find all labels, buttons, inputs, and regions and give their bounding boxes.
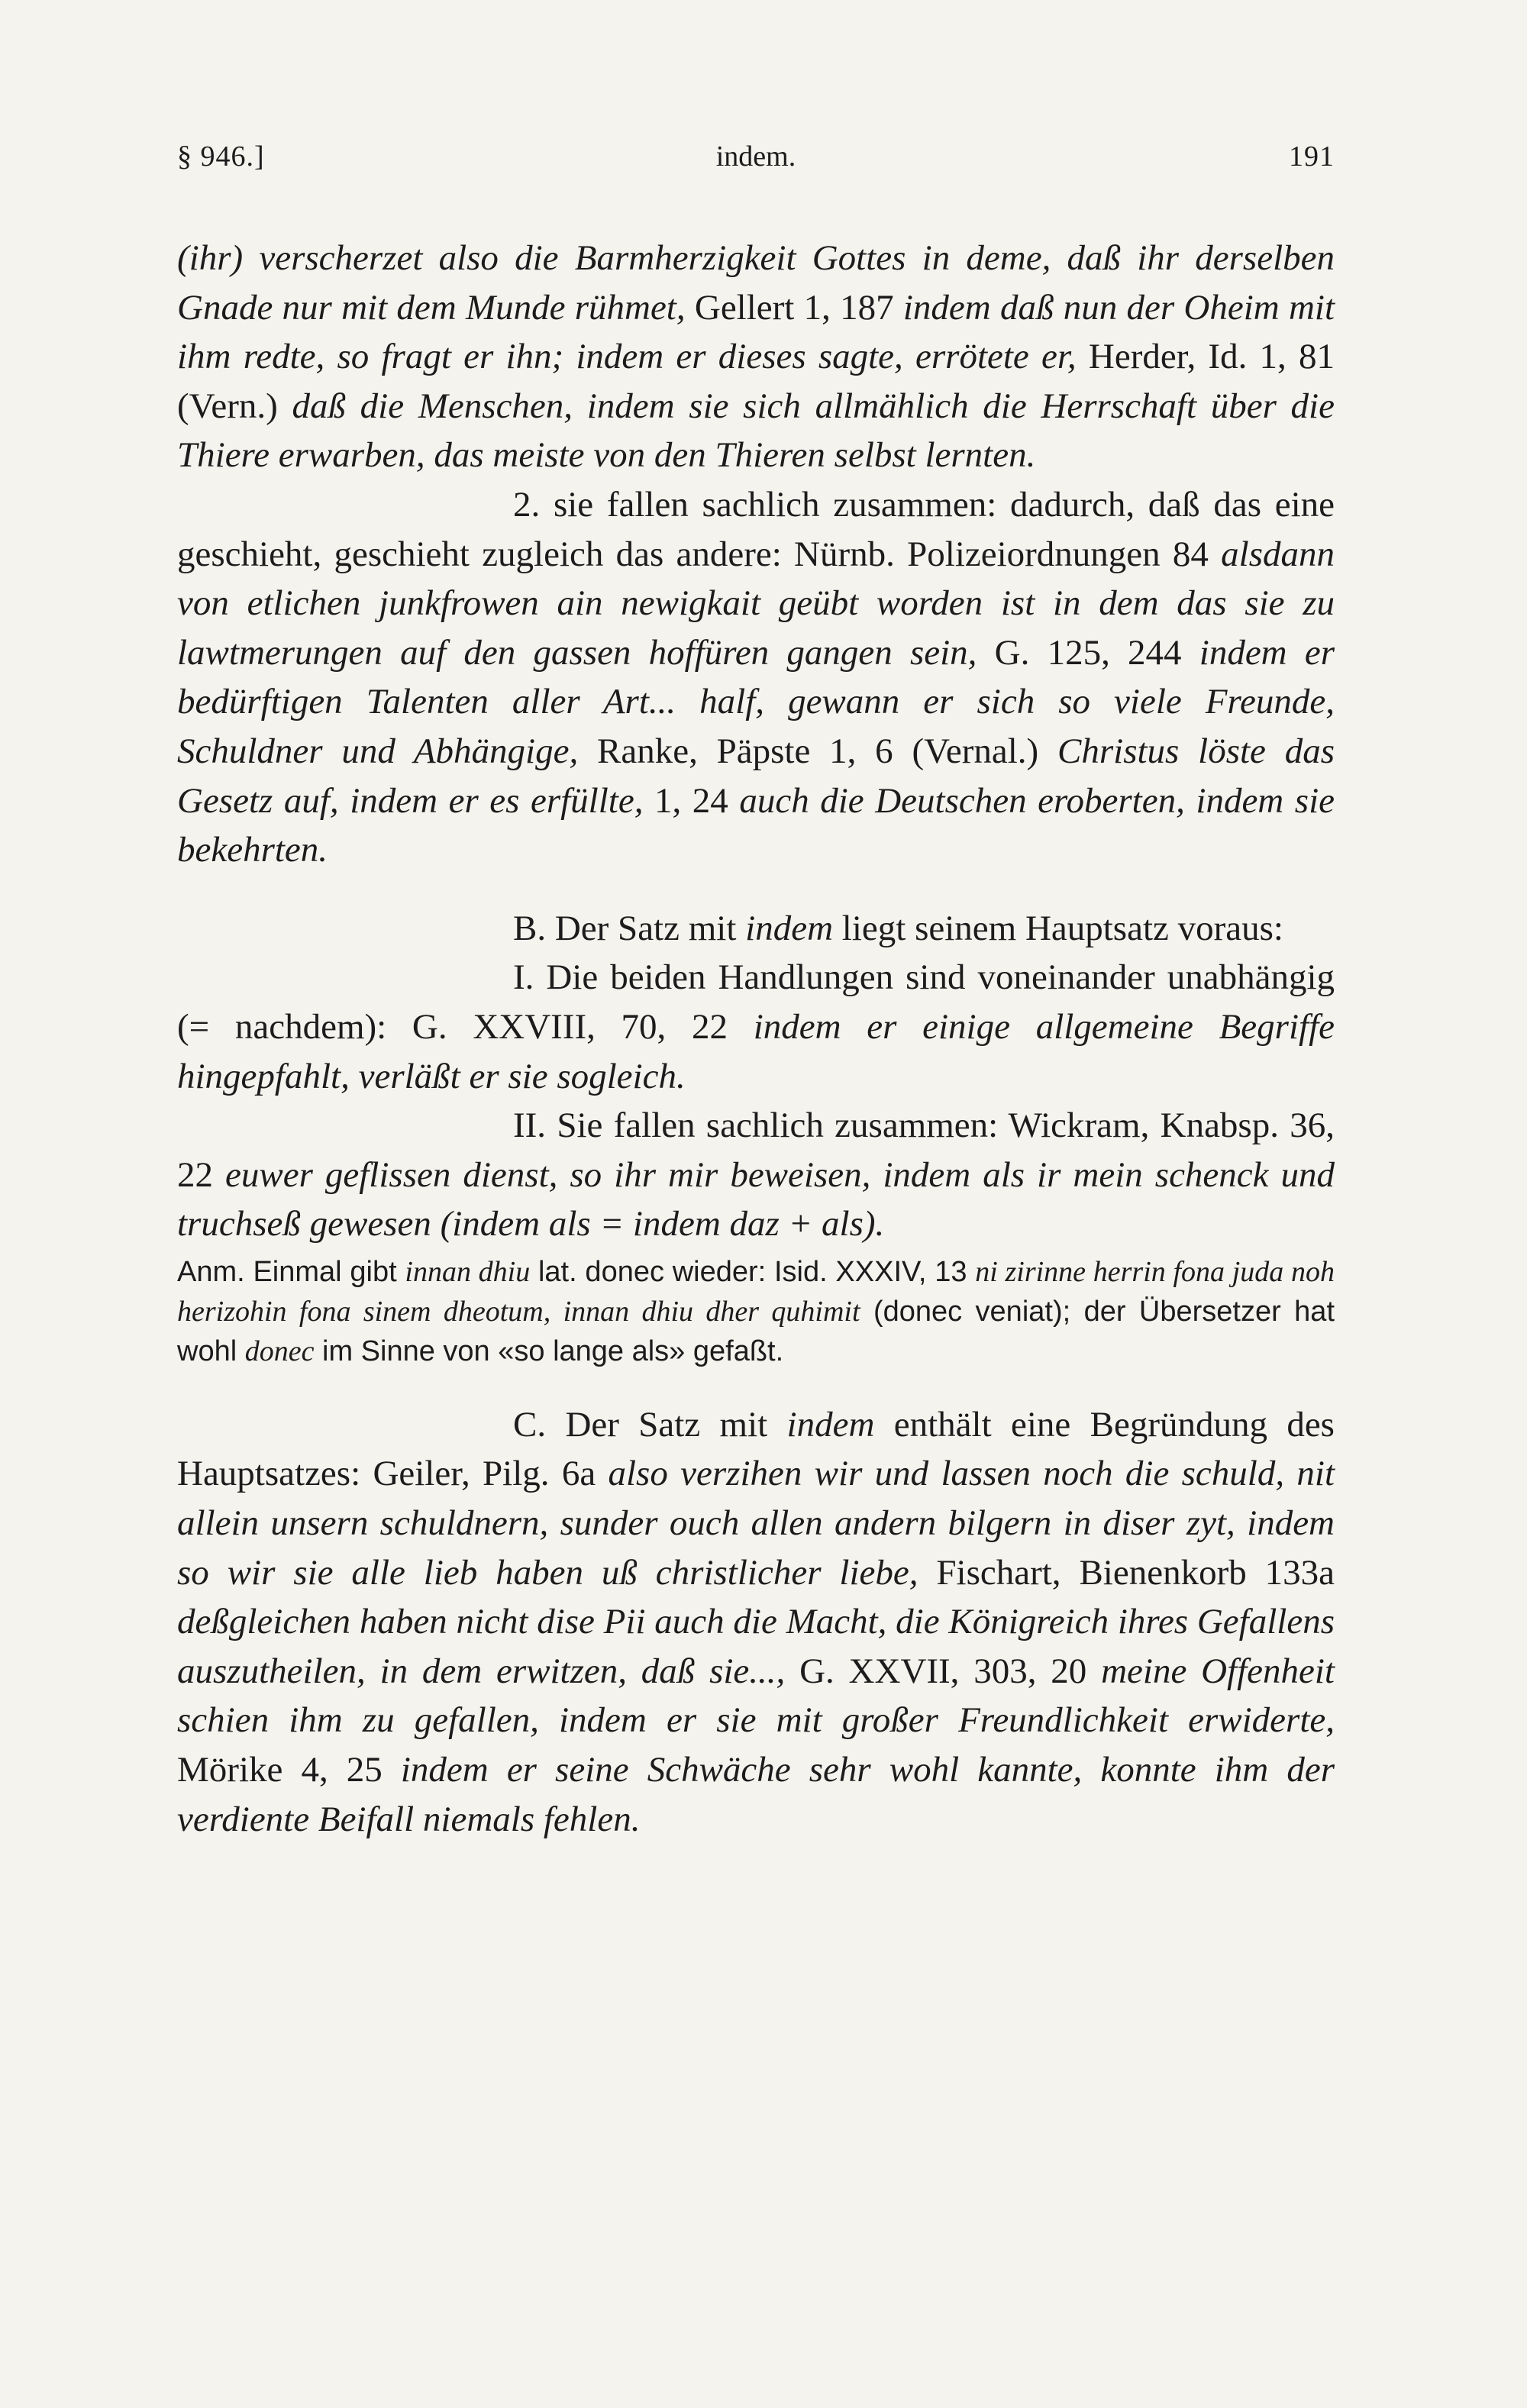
italic-text-segment: euwer geflissen dienst, so ihr mir beweisen, indem als ir mein schenck und truchseß gewesen (indem als = indem daz + als). [177,1154,1335,1244]
roman-text-segment: II. Sie fallen sachlich zusammen: Wickram, Knabsp. 36, 22 [177,1106,1335,1195]
running-header [177,140,1335,186]
italic-text-segment: indem daß nun der Oheim mit ihm redte, so fragt er ihn; indem er dieses sagte, errötete er, [177,287,1335,377]
italic-text-segment: Christus löste das Gesetz auf, indem er es erfüllte, [177,731,1335,821]
paragraph-section-c [177,1400,1335,1844]
roman-text-segment: C. Der Satz mit [513,1404,787,1444]
italic-text-segment: alsdann von etlichen junkfrowen ain newigkait geübt worden ist in dem das sie zu lawtmerungen auf den gassen hoffüren gangen sein, [177,534,1335,673]
italic-text-segment: indem [745,908,834,948]
italic-text-segment: indem er seine Schwäche sehr wohl kannte, konnte ihm der verdiente Beifall niemals fehlen. [177,1750,1335,1839]
italic-text-segment: indem er einige allgemeine Begriffe hingepfahlt, verläßt er sie sogleich. [177,1006,1335,1096]
roman-text-segment: (donec veniat); der Übersetzer hat wohl [177,1295,1335,1367]
roman-text-segment: liegt seinem Hauptsatz voraus: [833,908,1283,948]
roman-text-segment: Ranke, Päpste 1, 6 (Vernal.) [578,731,1057,771]
italic-text-segment: innan dhiu [405,1255,531,1288]
italic-text-segment: meine Offenheit schien ihm zu gefallen, indem er sie mit großer Freundlichkeit erwiderte, [177,1651,1335,1741]
paragraph-point-2 [177,480,1335,875]
roman-text-segment: lat. donec wieder: Isid. XXXIV, 13 [530,1255,976,1288]
italic-text-segment: donec [244,1335,315,1367]
paragraph-annotation [177,1252,1335,1371]
italic-text-segment: daß die Menschen, indem sie sich allmählich die Herrschaft über die Thiere erwarben, das meiste von den Thieren selbst lernten. [177,386,1335,476]
roman-text-segment: Herder, Id. 1, 81 (Vern.) [177,337,1335,426]
italic-text-segment: deßgleichen haben nicht dise Pii auch die Macht, die Königreich ihres Gefallens auszutheilen, in dem erwitzen, daß sie..., [177,1602,1335,1691]
roman-text-segment: G. 125, 244 [977,632,1199,673]
italic-text-segment: indem [786,1404,875,1444]
italic-text-segment: (ihr) verscherzet also die Barmherzigkeit Gottes in deme, daß ihr derselben Gnade nur mit dem Munde rühmet, [177,238,1335,328]
section-number: § 946.] [177,140,265,173]
roman-text-segment: Mörike 4, 25 [177,1750,401,1790]
paragraph-point-ii [177,1101,1335,1249]
roman-text-segment: G. XXVII, 303, 20 [785,1651,1102,1691]
roman-text-segment: enthält eine Begründung des Hauptsatzes: Geiler, Pilg. 6a [177,1404,1335,1494]
roman-text-segment: I. Die beiden Handlungen sind voneinander unabhängig (= nachdem): G. XXVIII, 70, 22 [177,957,1335,1047]
roman-text-segment: Fischart, Bienenkorb 133a [918,1552,1335,1593]
italic-text-segment: also verzihen wir und lassen noch die schuld, nit allein unsern schuldnern, sunder ouch allen andern bilgern in diser zyt, indem so wir sie alle lieb haben uß christlicher liebe, [177,1454,1335,1593]
header-keyword: indem. [715,140,796,173]
paragraph-section-b [177,904,1335,954]
page-number: 191 [1289,140,1335,173]
paragraph-point-i [177,953,1335,1101]
roman-text-segment: im Sinne von «so lange als» gefaßt. [314,1335,784,1367]
roman-text-segment: 2. sie fallen sachlich zusammen: dadurch, daß das eine geschieht, geschieht zugleich das andere: Nürnb. Polizeiordnungen 84 [177,484,1335,574]
roman-text-segment: 1, 24 [643,780,740,821]
roman-text-segment: Gellert 1, 187 [685,287,903,328]
page-body [177,234,1335,1844]
roman-text-segment: B. Der Satz mit [513,908,746,948]
italic-text-segment: auch die Deutschen eroberten, indem sie bekehrten. [177,780,1335,870]
roman-text-segment: Anm. Einmal gibt [177,1255,405,1288]
paragraph-examples-1 [177,234,1335,480]
italic-text-segment: indem er bedürftigen Talenten aller Art... half, gewann er sich so viele Freunde, Schuldner und Abhängige, [177,632,1335,771]
italic-text-segment: ni zirinne herrin fona juda noh herizohin fona sinem dheotum, innan dhiu dher quhimit [177,1255,1335,1328]
